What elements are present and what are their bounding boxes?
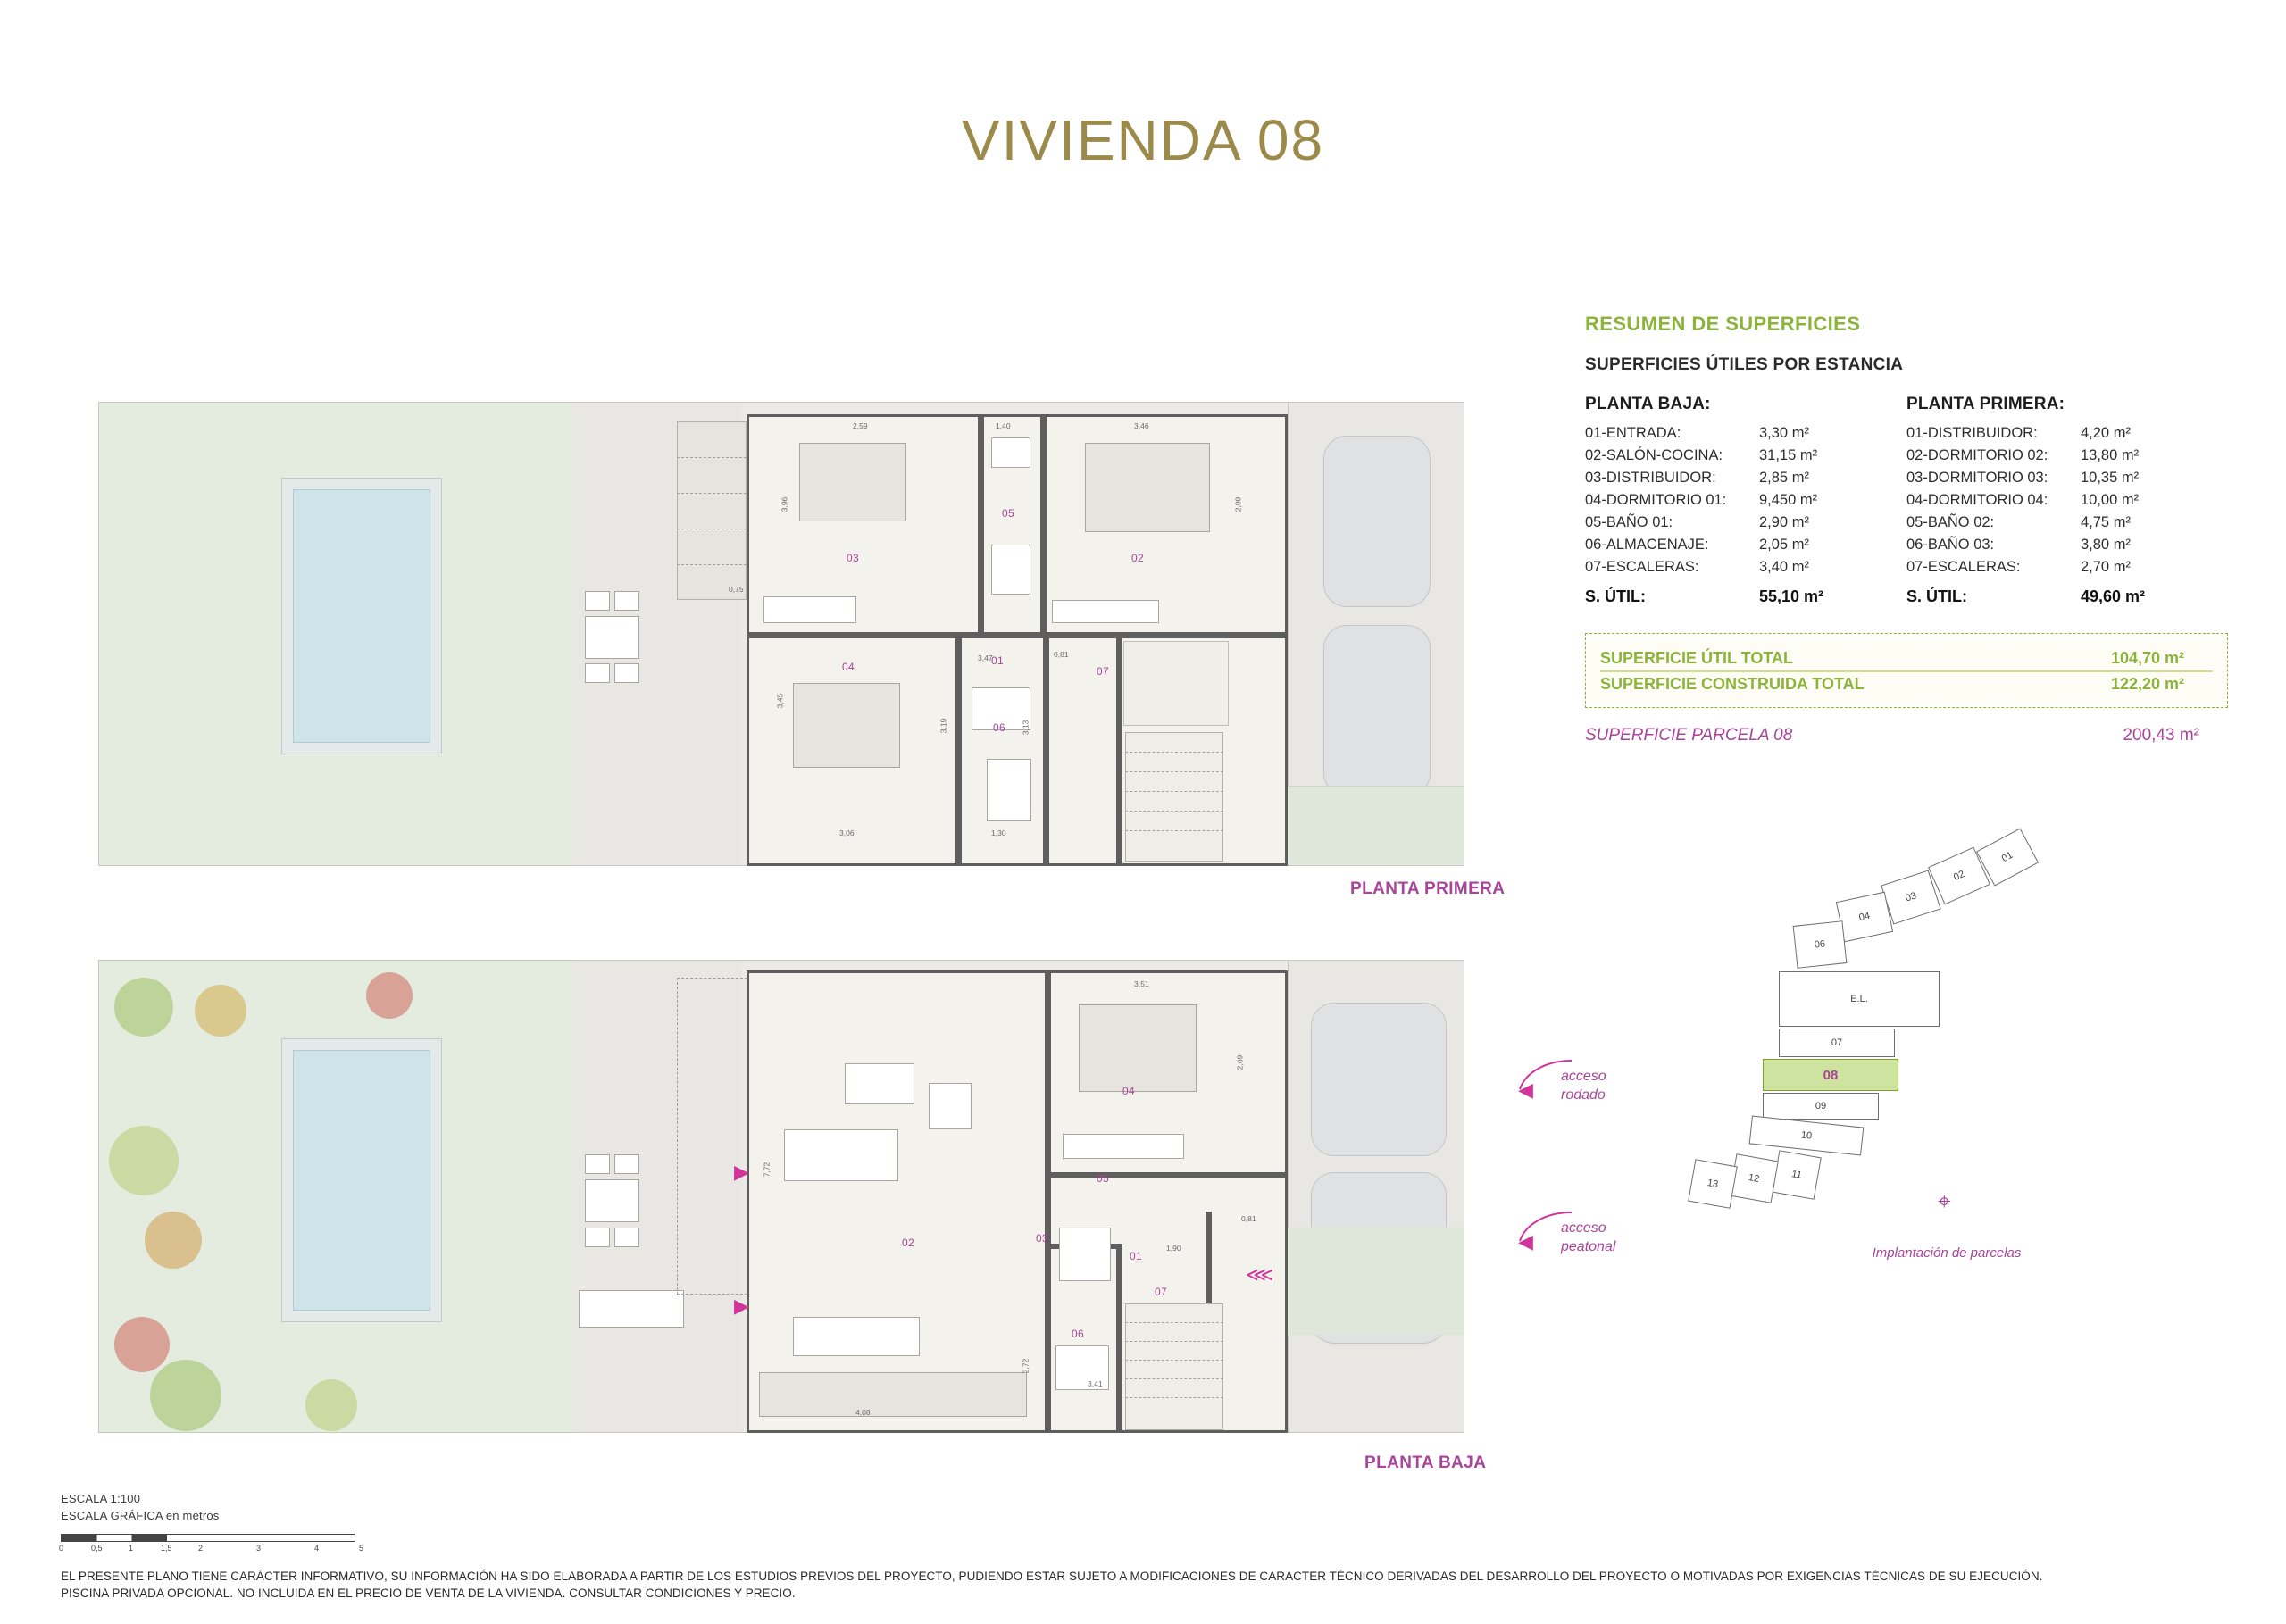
terrace-chair	[585, 663, 610, 683]
parcel-cell-label: 12	[1747, 1172, 1761, 1185]
room-area: 4,20 m²	[2081, 425, 2131, 441]
table-row	[1585, 467, 1906, 489]
scale-bar	[61, 1534, 355, 1542]
room-label: 06-BAÑO 03:	[1906, 537, 1995, 553]
table-row	[1585, 556, 1906, 579]
dimension-text: 3,47	[978, 654, 993, 662]
room-area: 2,85 m²	[1759, 470, 1809, 486]
tree	[114, 978, 173, 1037]
scale-text	[61, 1490, 219, 1524]
panel-heading: RESUMEN DE SUPERFICIES	[1585, 312, 1861, 335]
room-label: 01-DISTRIBUIDOR:	[1906, 425, 2038, 441]
dimension-text: 3,96	[780, 496, 789, 512]
stair-tread	[1125, 752, 1223, 753]
total-label: S. ÚTIL:	[1906, 587, 1967, 605]
interior-wall	[1045, 970, 1051, 1194]
planta-primera-total	[1906, 587, 2228, 606]
room-number: 07	[1155, 1286, 1167, 1298]
pergola-outline	[677, 978, 752, 1295]
dimension-text: 3,41	[1088, 1379, 1103, 1388]
entry-marker-icon: ⋘	[1246, 1263, 1274, 1286]
pool-water	[293, 1050, 430, 1311]
acceso-rodado-line2: rodado	[1561, 1087, 1606, 1103]
room-area: 9,450 m²	[1759, 492, 1818, 508]
interior-wall	[747, 632, 1288, 638]
terrace-chair	[585, 1228, 610, 1247]
planta-primera-label: PLANTA PRIMERA	[1350, 879, 1506, 898]
room-number: 04	[1122, 1085, 1135, 1097]
room-number: 07	[1097, 665, 1109, 678]
room-label: 02-SALÓN-COCINA:	[1585, 447, 1723, 463]
room-area: 13,80 m²	[2081, 447, 2140, 463]
room-label: 07-ESCALERAS:	[1906, 559, 2021, 575]
bed-dormitorio-04	[1079, 1004, 1197, 1092]
stair-tread	[1125, 1322, 1223, 1323]
tree	[195, 985, 246, 1037]
room-number: 04	[842, 661, 855, 673]
parcel-cell-12[interactable]	[1729, 1153, 1779, 1203]
legal-disclaimer	[61, 1568, 2231, 1602]
room-area: 10,00 m²	[2081, 492, 2140, 508]
room-area: 3,40 m²	[1759, 559, 1809, 575]
stair-tread	[677, 493, 747, 494]
scale-line2: ESCALA GRÁFICA en metros	[61, 1509, 220, 1522]
room-number: 05	[1002, 507, 1014, 520]
acceso-rodado-line1: acceso	[1561, 1069, 1606, 1084]
room-number: 01	[1130, 1250, 1142, 1262]
sofa	[784, 1129, 898, 1181]
parcel-cell-label: 03	[1904, 890, 1918, 904]
total-value: 49,60 m²	[2081, 587, 2146, 605]
pool-water	[293, 489, 430, 743]
stair-tread	[677, 457, 747, 458]
interior-wall	[1040, 414, 1047, 637]
terrace-table	[585, 616, 639, 659]
dimension-text: 3,51	[1134, 979, 1149, 988]
dimension-text: 1,30	[991, 829, 1006, 837]
parcel-cell-label: 13	[1706, 1178, 1720, 1190]
dimension-text: 3,46	[1134, 421, 1149, 430]
tree	[114, 1317, 170, 1372]
table-row	[1585, 534, 1906, 556]
car-upper	[1323, 436, 1431, 607]
dimension-text: 4,08	[855, 1408, 871, 1417]
interior-wall	[1116, 638, 1122, 866]
bed-dormitorio-03	[799, 443, 906, 521]
room-label: 05-BAÑO 02:	[1906, 514, 1995, 530]
room-area: 3,30 m²	[1759, 425, 1809, 441]
north-symbol-icon: ⌖	[1938, 1187, 1951, 1214]
room-label: 02-DORMITORIO 02:	[1906, 447, 2048, 463]
bed-dormitorio-02	[1085, 443, 1210, 532]
room-number: 02	[902, 1237, 914, 1249]
surface-summary-panel	[1585, 312, 2228, 745]
dimension-text: 2,99	[1233, 496, 1243, 512]
stair-tread	[1125, 1360, 1223, 1361]
dimension-text: 2,72	[1021, 1358, 1030, 1374]
bed-dormitorio-04	[793, 683, 900, 768]
interior-wall	[978, 414, 984, 637]
table-row	[1906, 422, 2228, 445]
parcel-area-row	[1585, 726, 2228, 745]
dimension-text: 1,40	[996, 421, 1011, 430]
parcel-cell-label: 07	[1831, 1037, 1843, 1048]
tree	[305, 1379, 357, 1431]
parcel-map-caption: Implantación de parcelas	[1872, 1245, 2022, 1261]
stair-tread	[1125, 1341, 1223, 1342]
acceso-rodado-curve-icon	[1509, 1054, 1581, 1107]
room-area: 2,05 m²	[1759, 537, 1809, 553]
acceso-peatonal-arrow-icon: ◀	[1518, 1230, 1533, 1253]
dimension-text: 3,06	[839, 829, 855, 837]
interior-wall	[1043, 638, 1049, 866]
acceso-peatonal-curve-icon	[1509, 1205, 1581, 1259]
room-area: 2,70 m²	[2081, 559, 2131, 575]
disclaimer-line1: EL PRESENTE PLANO TIENE CARÁCTER INFORMATIVO, SU INFORMACIÓN HA SIDO ELABORADA A PARTIR DE LOS ESTUDIOS PREVIOS DEL PROYECTO, PUDIENDO ESTAR SUJETO A MODIFICACIONES DE CARACTER TÉCNICO DERIVADAS DEL DESARROLLO DEL PROYECTO O MOTIVADAS POR EXIGENCIAS TÉCNICAS DE SU EJECUCIÓN.	[61, 1570, 2043, 1583]
dining-table	[793, 1317, 920, 1356]
acceso-peatonal-line2: peatonal	[1561, 1239, 1616, 1254]
room-label: 01-ENTRADA:	[1585, 425, 1681, 441]
wardrobe	[1063, 1134, 1184, 1159]
terrace-chair	[585, 1154, 610, 1174]
terrace-chair	[585, 591, 610, 611]
car-lower	[1323, 625, 1431, 796]
room-number: 06	[993, 721, 1005, 734]
stair-tread	[1125, 811, 1223, 812]
planta-primera-column	[1906, 395, 2228, 606]
kitchen-counter	[759, 1372, 1027, 1417]
room-area: 4,75 m²	[2081, 514, 2131, 530]
parcel-cell-label: 06	[1814, 938, 1826, 951]
tree	[150, 1360, 221, 1431]
scale-tick: 4	[314, 1544, 320, 1553]
room-area: 31,15 m²	[1759, 447, 1818, 463]
total-construida-value: 122,20 m²	[2110, 675, 2184, 693]
interior-wall	[955, 638, 962, 866]
dimension-text: 0,81	[1054, 650, 1069, 659]
parcel-cell-13[interactable]	[1688, 1159, 1738, 1209]
parcel-cell-07[interactable]	[1779, 1029, 1895, 1057]
room-number: 03	[1036, 1232, 1048, 1245]
parcel-cell-label: 09	[1815, 1101, 1827, 1112]
exterior-stairs	[677, 421, 747, 600]
parcel-cell-09[interactable]	[1763, 1093, 1879, 1120]
parcel-cell-label: 11	[1790, 1169, 1803, 1181]
paving-grid	[1288, 1228, 1464, 1335]
table-row	[1906, 534, 2228, 556]
dimension-text: 0,81	[1241, 1214, 1256, 1223]
scale-tick: 3	[256, 1544, 262, 1553]
totals-box	[1585, 633, 2228, 708]
car-upper	[1311, 1003, 1447, 1156]
page-title: VIVIENDA 08	[961, 108, 1325, 172]
dimension-text: 7,72	[762, 1162, 772, 1178]
planta-baja-column	[1585, 395, 1906, 606]
table-row	[1906, 467, 2228, 489]
scale-tick: 1	[129, 1544, 134, 1553]
wardrobe	[763, 596, 856, 623]
room-area: 10,35 m²	[2081, 470, 2140, 486]
planta-baja-total	[1585, 587, 1906, 606]
scale-tick: 2	[198, 1544, 204, 1553]
acceso-peatonal-line1: acceso	[1561, 1220, 1606, 1236]
room-number: 01	[991, 654, 1004, 667]
bathroom-fixtures	[1059, 1228, 1111, 1281]
room-area: 2,90 m²	[1759, 514, 1809, 530]
parcel-cell-06[interactable]	[1793, 920, 1848, 969]
parcel-cell-08-selected[interactable]	[1763, 1059, 1898, 1091]
terrace-chair	[614, 663, 639, 683]
door-marker-icon: ▶	[734, 1161, 749, 1183]
panel-subheading: SUPERFICIES ÚTILES POR ESTANCIA	[1585, 355, 1904, 374]
terrace-lounger	[579, 1290, 684, 1328]
total-construida-label: SUPERFICIE CONSTRUIDA TOTAL	[1600, 675, 1865, 693]
total-construida-row	[1600, 672, 2213, 696]
void-area	[1123, 641, 1229, 726]
parcel-cell-11[interactable]	[1772, 1150, 1822, 1200]
scale-tick: 0	[59, 1544, 64, 1553]
terrace-chair	[614, 1228, 639, 1247]
tree	[109, 1126, 179, 1195]
interior-wall	[1051, 1172, 1288, 1178]
dimension-text: 2,59	[853, 421, 868, 430]
room-number: 05	[1097, 1172, 1109, 1185]
room-label: 03-DORMITORIO 03:	[1906, 470, 2048, 486]
coffee-table	[845, 1063, 914, 1104]
terrace-chair	[614, 1154, 639, 1174]
parcel-area-value: 200,43 m²	[2123, 726, 2199, 745]
parcel-cell-label: 04	[1857, 910, 1872, 924]
table-row	[1585, 512, 1906, 534]
parcel-map	[1706, 830, 2098, 1259]
interior-wall	[1206, 1212, 1212, 1310]
stair-tread	[677, 564, 747, 565]
stair-tread	[1125, 830, 1223, 831]
planta-primera-drawing	[98, 402, 1464, 875]
room-label: 03-DISTRIBUIDOR:	[1585, 470, 1716, 486]
bathroom-fixtures	[987, 759, 1031, 821]
parcel-cell-10[interactable]	[1749, 1116, 1865, 1156]
door-marker-icon: ▶	[734, 1295, 749, 1317]
table-row	[1585, 489, 1906, 512]
disclaimer-line2: PISCINA PRIVADA OPCIONAL. NO INCLUIDA EN EL PRECIO DE VENTA DE LA VIVIENDA. CONSULTAR CONDICIONES Y PRECIO.	[61, 1587, 796, 1600]
parcel-el-label: E.L.	[1850, 994, 1868, 1004]
total-util-label: SUPERFICIE ÚTIL TOTAL	[1600, 646, 2050, 672]
room-number: 06	[1072, 1328, 1084, 1340]
total-util-value: 104,70 m²	[2050, 646, 2213, 672]
room-label: 07-ESCALERAS:	[1585, 559, 1699, 575]
scale-tick: 0,5	[91, 1544, 103, 1553]
dimension-text: 1,90	[1166, 1244, 1181, 1253]
parcel-cell-el	[1779, 971, 1940, 1027]
scale-tick: 1,5	[161, 1544, 172, 1553]
total-value: 55,10 m²	[1759, 587, 1824, 605]
acceso-rodado-arrow-icon: ◀	[1518, 1079, 1533, 1101]
scale-tick: 5	[359, 1544, 364, 1553]
parcel-cell-label: 10	[1800, 1129, 1813, 1142]
room-label: 05-BAÑO 01:	[1585, 514, 1673, 530]
total-label: S. ÚTIL:	[1585, 587, 1646, 605]
interior-wall	[1045, 1194, 1051, 1433]
interior-wall	[1116, 1245, 1122, 1433]
stair-tread	[1125, 791, 1223, 792]
room-label: 06-ALMACENAJE:	[1585, 537, 1709, 553]
bathroom-fixtures	[991, 437, 1030, 468]
parcel-cell-04[interactable]	[1836, 892, 1893, 943]
dimension-text: 3,19	[939, 718, 948, 734]
paving-grid	[1288, 786, 1464, 864]
table-row	[1906, 445, 2228, 467]
dimension-text: 3,45	[775, 693, 785, 709]
table-row	[1585, 445, 1906, 467]
planta-baja-header: PLANTA BAJA:	[1585, 395, 1711, 413]
scale-line1: ESCALA 1:100	[61, 1492, 141, 1505]
table-row	[1906, 556, 2228, 579]
table-row	[1906, 489, 2228, 512]
table-row	[1585, 422, 1906, 445]
stair-tread	[1125, 1397, 1223, 1398]
total-util-row	[1600, 646, 2213, 672]
wardrobe	[1052, 600, 1159, 623]
parcel-cell-label: 01	[1999, 849, 2015, 865]
dimension-text: 3,13	[1021, 720, 1030, 736]
planta-baja-label: PLANTA BAJA	[1364, 1453, 1487, 1472]
dimension-text: 0,75	[729, 585, 744, 594]
room-number: 02	[1131, 552, 1144, 564]
stair-tread	[1125, 1378, 1223, 1379]
stair-tread	[1125, 771, 1223, 772]
parcel-cell-label: 02	[1951, 869, 1967, 883]
planta-primera-header: PLANTA PRIMERA:	[1906, 395, 2065, 413]
table-row	[1906, 512, 2228, 534]
parcel-cell-label: 08	[1823, 1067, 1839, 1083]
armchair	[929, 1083, 972, 1129]
room-area: 3,80 m²	[2081, 537, 2131, 553]
tree	[145, 1212, 202, 1269]
planta-baja-drawing	[98, 960, 1464, 1442]
parcel-area-label: SUPERFICIE PARCELA 08	[1585, 726, 1793, 745]
room-number: 03	[847, 552, 859, 564]
terrace-table	[585, 1179, 639, 1222]
dimension-text: 2,69	[1235, 1054, 1245, 1070]
bathroom-fixtures	[991, 545, 1030, 595]
terrace-chair	[614, 591, 639, 611]
tree	[366, 972, 413, 1019]
room-label: 04-DORMITORIO 01:	[1585, 492, 1727, 508]
room-label: 04-DORMITORIO 04:	[1906, 492, 2048, 508]
